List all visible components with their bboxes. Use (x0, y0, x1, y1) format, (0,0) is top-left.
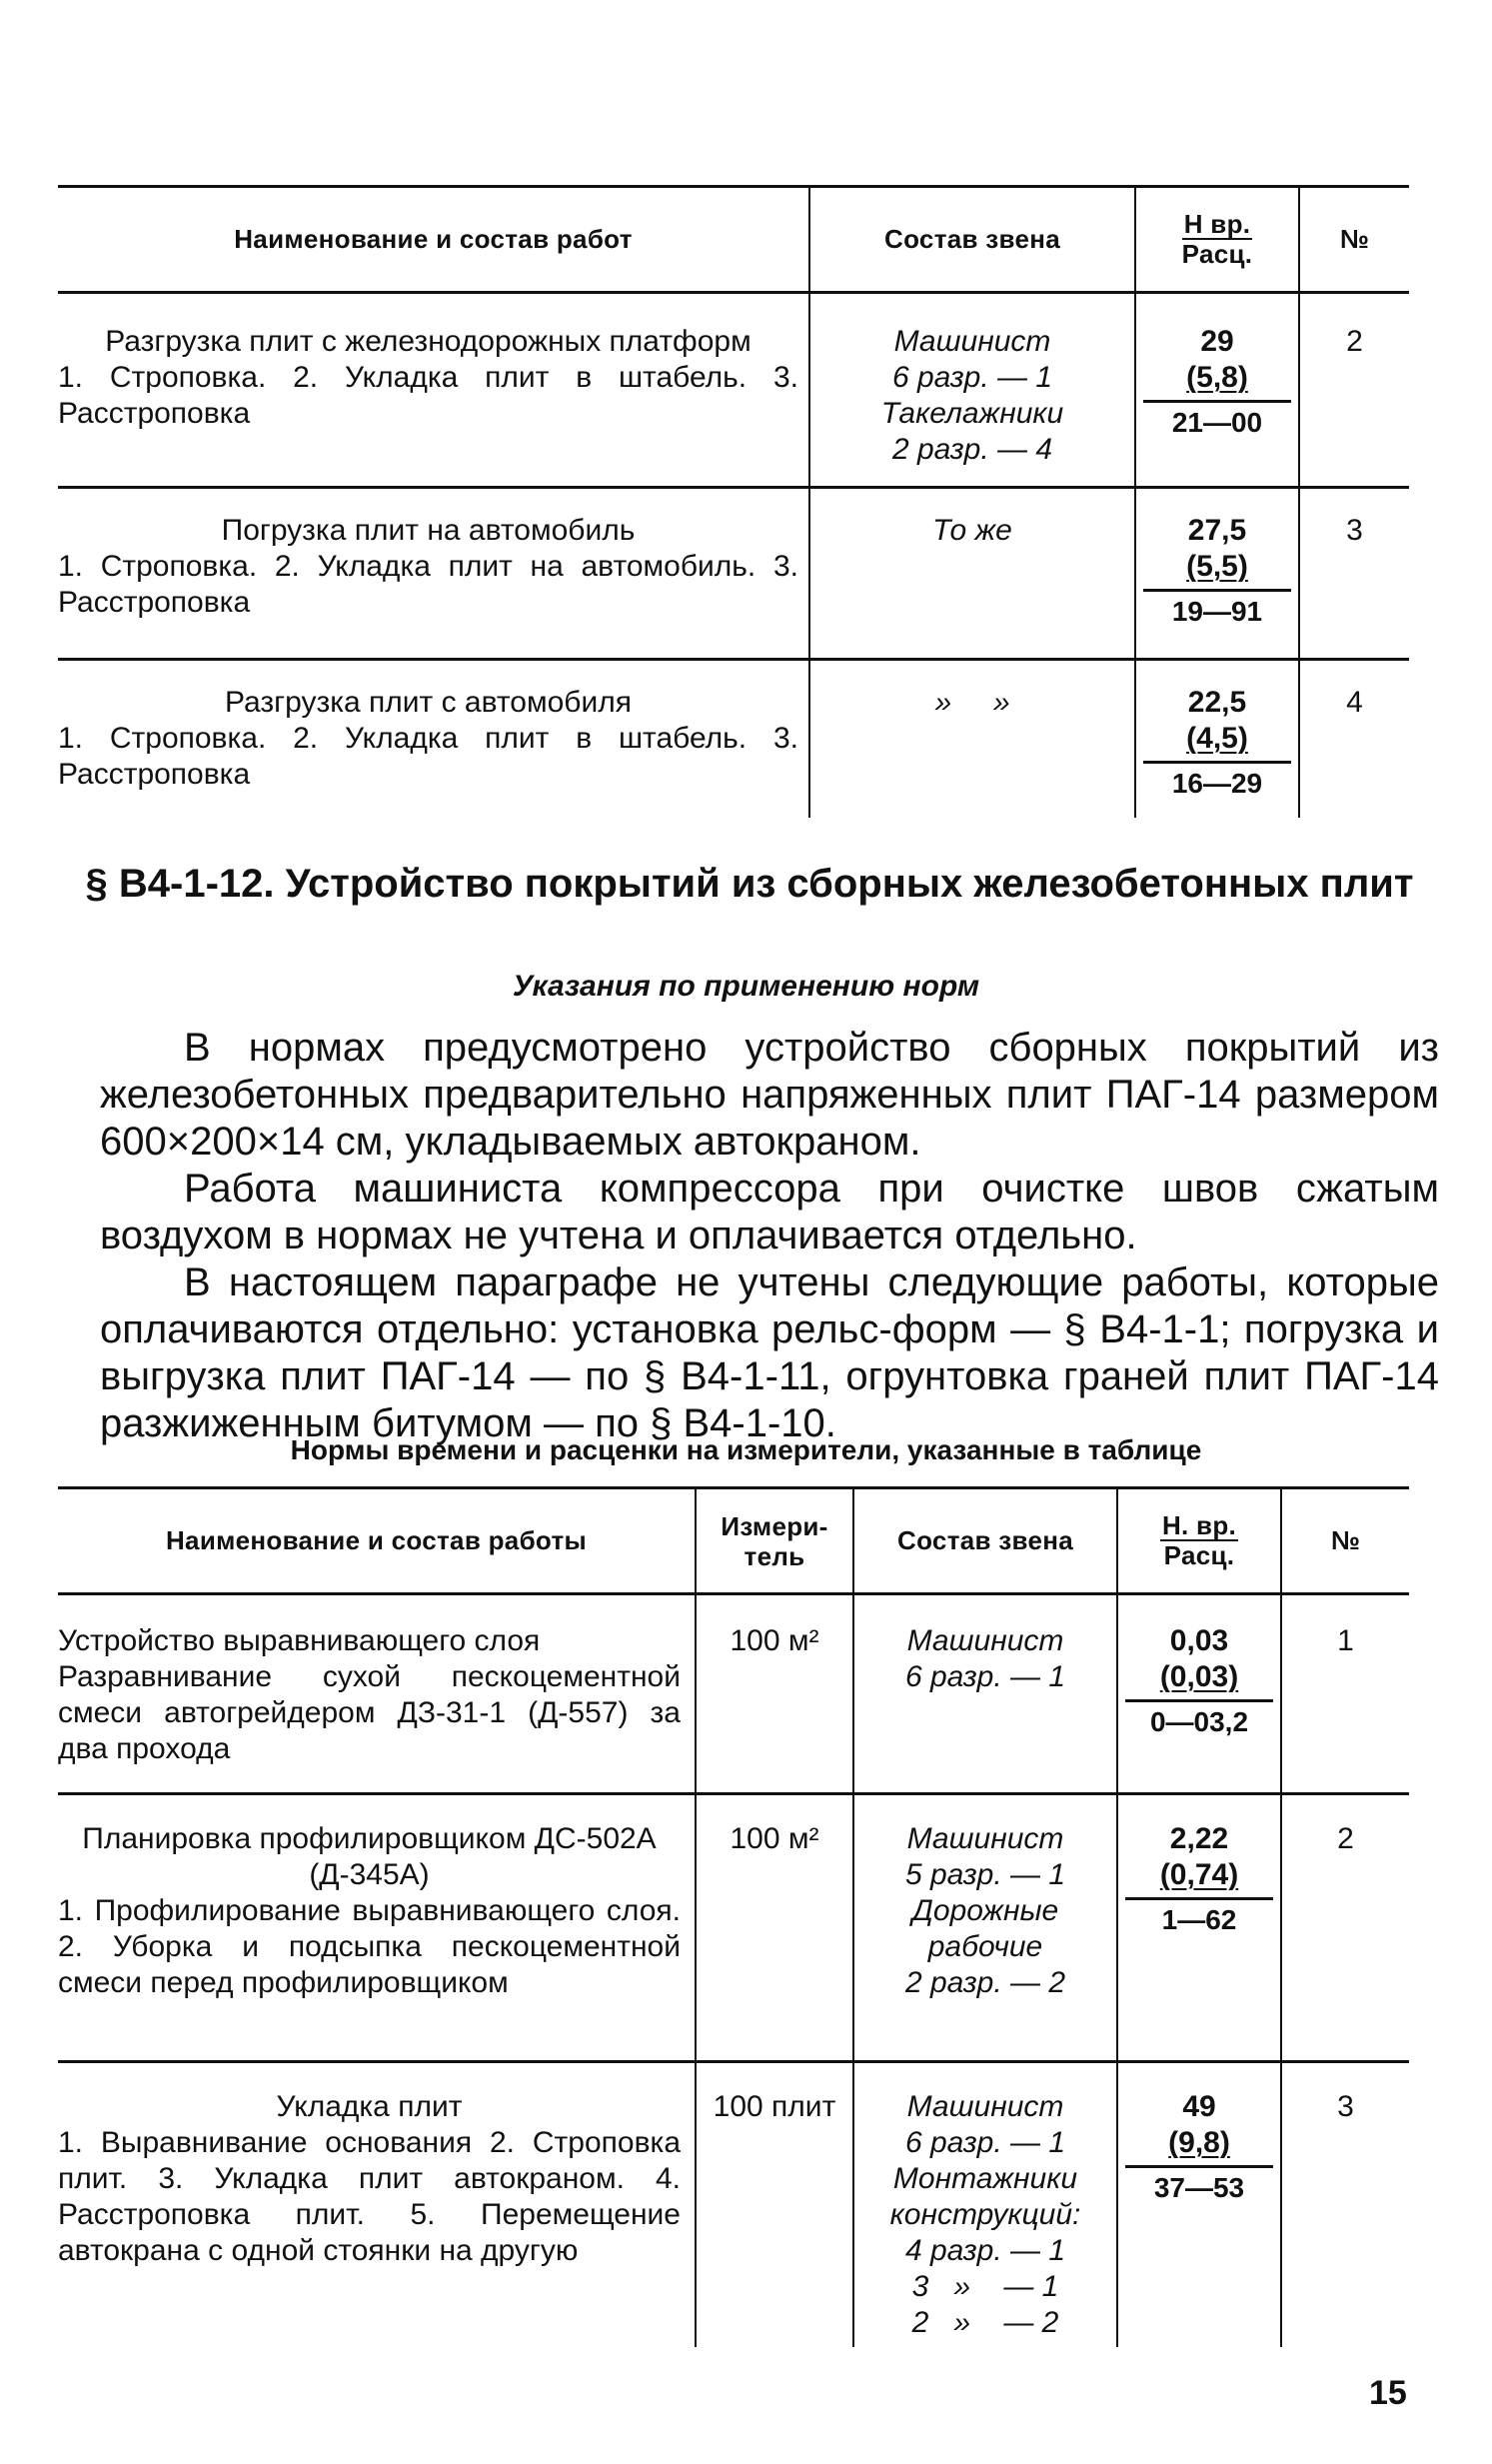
price-value: 21—00 (1143, 400, 1291, 441)
crew-line: 2 разр. — 4 (891, 433, 1053, 466)
norms-table-continued (58, 185, 1409, 818)
header-rate (1135, 187, 1299, 293)
table-row (58, 1794, 1409, 2062)
crew-cell (853, 1794, 1117, 2062)
rate-cell (1135, 660, 1299, 818)
crew-line: Монтажники (892, 2162, 1078, 2195)
price-value: 16—29 (1143, 761, 1291, 802)
work-cell (58, 2062, 696, 2347)
time-coef: (9,8) (1168, 2126, 1230, 2159)
work-steps: 1. Профилирование выравнивающего слоя. 2. Уборка и подсыпка пескоцементной смеси перед профилировщиком (58, 1894, 681, 1999)
rate-cell (1117, 1794, 1281, 2062)
work-steps: 1. Строповка. 2. Укладка плит в штабель. 3. Расстроповка (58, 361, 798, 430)
crew-line: Машинист (906, 1822, 1064, 1855)
crew-line: Машинист (906, 2090, 1064, 2123)
work-cell (58, 660, 809, 818)
crew-line: Такелажники (880, 397, 1064, 430)
paragraph: В нормах предусмотрено устройство сборных покрытий из железобетонных предварительно напряженных плит ПАГ-14 размером 600×200×14 см, укладываемых автокраном. (100, 1026, 1439, 1164)
crew-line: конструкций: (889, 2198, 1081, 2231)
rate-cell (1135, 293, 1299, 488)
header-num: № (1299, 187, 1409, 293)
time-norm: 22,5 (1187, 686, 1247, 719)
crew-line: 6 разр. — 1 (904, 2126, 1066, 2159)
crew-line: 5 разр. — 1 (904, 1858, 1066, 1891)
work-title: Устройство выравнивающего слоя (58, 1624, 541, 1657)
measure-cell: 100 м² (696, 1594, 853, 1794)
crew-line: 6 разр. — 1 (891, 361, 1053, 394)
rate-cell (1135, 488, 1299, 660)
time-coef: (5,8) (1186, 361, 1248, 394)
time-norm: 27,5 (1187, 514, 1247, 547)
work-title: Погрузка плит на автомобиль (221, 514, 636, 547)
measure-cell: 100 м² (696, 1794, 853, 2062)
norms-table (58, 1486, 1409, 2347)
work-title: Планировка профилировщиком ДС-502А (Д-345А) (82, 1822, 657, 1891)
work-title: Разгрузка плит с железнодорожных платформ (105, 325, 751, 358)
page-number: 15 (1369, 2374, 1407, 2412)
time-coef: (5,5) (1186, 550, 1248, 583)
table-row (58, 488, 1409, 660)
header-rate-price: Расц. (1181, 238, 1253, 269)
crew-line: Машинист (906, 1624, 1064, 1657)
header-measure: Измери-тель (696, 1488, 853, 1594)
crew-cell (809, 660, 1135, 818)
price-value: 0—03,2 (1125, 1699, 1273, 1740)
header-num: № (1281, 1488, 1409, 1594)
section-subheading: Указания по применению норм (512, 970, 980, 1003)
work-cell (58, 1594, 696, 1794)
crew-line: Машинист (893, 325, 1051, 358)
time-norm: 0,03 (1169, 1624, 1229, 1657)
price-value: 37—53 (1125, 2165, 1273, 2206)
work-title: Разгрузка плит с автомобиля (225, 686, 632, 719)
work-steps: Разравнивание сухой пескоцементной смеси автогрейдером ДЗ-31-1 (Д-557) за два прохода (58, 1660, 681, 1765)
time-norm: 2,22 (1169, 1822, 1229, 1855)
header-crew: Состав звена (853, 1488, 1117, 1594)
crew-line: 2 » — 2 (911, 2306, 1059, 2339)
crew-line: 2 разр. — 2 (904, 1966, 1066, 1999)
table-row (58, 1594, 1409, 1794)
header-rate-time: Н вр. (1182, 210, 1253, 240)
measure-cell: 100 плит (696, 2062, 853, 2347)
table-caption: Нормы времени и расценки на измерители, указанные в таблице (290, 1434, 1202, 1465)
time-coef: (4,5) (1186, 722, 1248, 755)
row-number: 3 (1299, 488, 1409, 660)
work-steps: 1. Выравнивание основания 2. Строповка плит. 3. Укладка плит автокраном. 4. Расстроповка плит. 5. Перемещение автокрана с одной стоянки на другую (58, 2126, 681, 2267)
header-rate-price: Расц. (1163, 1539, 1235, 1570)
header-rate-time: Н. вр. (1161, 1509, 1237, 1540)
time-coef: (0,03) (1159, 1660, 1239, 1693)
time-norm: 49 (1182, 2090, 1216, 2123)
rate-cell (1117, 2062, 1281, 2347)
crew-cell (853, 2062, 1117, 2347)
table-row (58, 660, 1409, 818)
row-number: 4 (1299, 660, 1409, 818)
header-work: Наименование и состав работы (58, 1488, 696, 1594)
work-title: Укладка плит (276, 2090, 463, 2123)
header-rate (1117, 1488, 1281, 1594)
header-crew: Состав звена (809, 187, 1135, 293)
crew-line: 3 » — 1 (911, 2270, 1059, 2303)
row-number: 3 (1281, 2062, 1409, 2347)
time-coef: (0,74) (1159, 1858, 1239, 1891)
table-row (58, 293, 1409, 488)
table-row (58, 2062, 1409, 2347)
crew-line: 4 разр. — 1 (904, 2234, 1066, 2267)
row-number: 1 (1337, 1624, 1354, 1657)
work-cell (58, 1794, 696, 2062)
work-steps: 1. Строповка. 2. Укладка плит на автомобиль. 3. Расстроповка (58, 550, 798, 619)
price-value: 19—91 (1143, 589, 1291, 630)
crew-line: То же (932, 514, 1012, 547)
header-work: Наименование и состав работ (58, 187, 809, 293)
row-number: 2 (1346, 325, 1363, 358)
time-norm: 29 (1200, 325, 1234, 358)
paragraph: В настоящем параграфе не учтены следующие работы, которые оплачиваются отдельно: установка рельс-форм — § В4-1-1; погрузка и выгрузка плит ПАГ-14 — по § В4-1-11, огрунтовка граней плит ПАГ-14 разжиженным битумом — по § В4-1-10. (100, 1260, 1439, 1445)
rate-cell (1117, 1594, 1281, 1794)
work-steps: 1. Строповка. 2. Укладка плит в штабель. 3. Расстроповка (58, 722, 798, 791)
crew-line: » » (934, 686, 1010, 719)
crew-cell (809, 293, 1135, 488)
crew-cell (853, 1594, 1117, 1794)
crew-line: Дорожные (911, 1894, 1059, 1927)
crew-line: рабочие (927, 1930, 1043, 1963)
paragraph: Работа машиниста компрессора при очистке швов сжатым воздухом в нормах не учтена и оплачивается отдельно. (100, 1167, 1439, 1257)
price-value: 1—62 (1125, 1897, 1273, 1938)
section-heading: § В4-1-12. Устройство покрытий из сборных железобетонных плит (85, 862, 1414, 906)
work-cell (58, 488, 809, 660)
section-body (100, 1025, 1439, 1447)
crew-cell (809, 488, 1135, 660)
crew-line: 6 разр. — 1 (904, 1660, 1066, 1693)
work-cell (58, 293, 809, 488)
row-number: 2 (1281, 1794, 1409, 2062)
